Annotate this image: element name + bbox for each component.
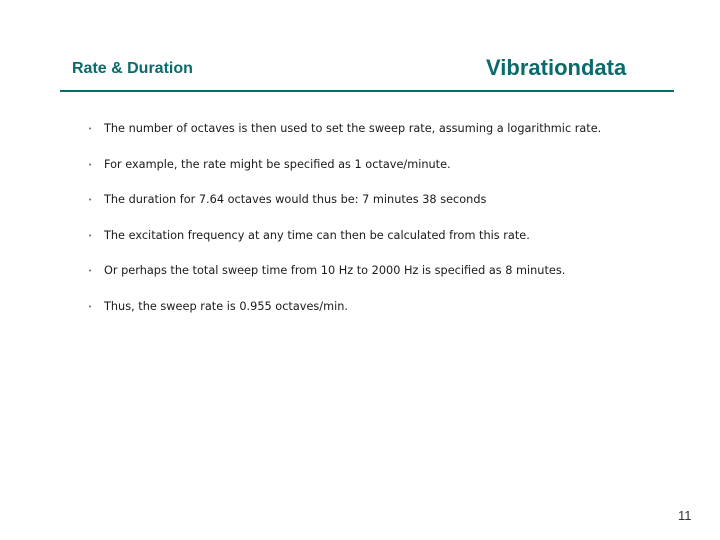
bullet-text: For example, the rate might be specified as 1 octave/minute. <box>104 157 451 171</box>
bullet-item <box>88 298 601 334</box>
bullet-dot-icon: • <box>88 267 93 275</box>
page-number: 11 <box>678 508 692 523</box>
slide-title: Rate & Duration <box>72 60 193 77</box>
bullet-dot-icon: • <box>88 125 93 133</box>
header-divider <box>60 90 674 92</box>
bullet-item <box>88 156 601 192</box>
bullet-list <box>88 120 601 333</box>
bullet-text: The number of octaves is then used to set the sweep rate, assuming a logarithmic rate. <box>104 122 602 135</box>
bullet-item <box>88 120 601 156</box>
bullet-text: Thus, the sweep rate is 0.955 octaves/min. <box>104 299 348 313</box>
bullet-dot-icon: • <box>88 302 93 311</box>
bullet-text: Or perhaps the total sweep time from 10 Hz to 2000 Hz is specified as 8 minutes. <box>104 264 566 277</box>
bullet-text: The excitation frequency at any time can then be calculated from this rate. <box>104 228 530 242</box>
bullet-text: The duration for 7.64 octaves would thus be: 7 minutes 38 seconds <box>104 193 487 206</box>
bullet-item <box>88 262 601 298</box>
bullet-dot-icon: • <box>88 160 93 169</box>
bullet-item <box>88 227 601 263</box>
bullet-dot-icon: • <box>88 231 93 240</box>
bullet-dot-icon: • <box>88 196 93 204</box>
brand-title: Vibrationdata <box>486 55 627 80</box>
bullet-item <box>88 191 601 227</box>
